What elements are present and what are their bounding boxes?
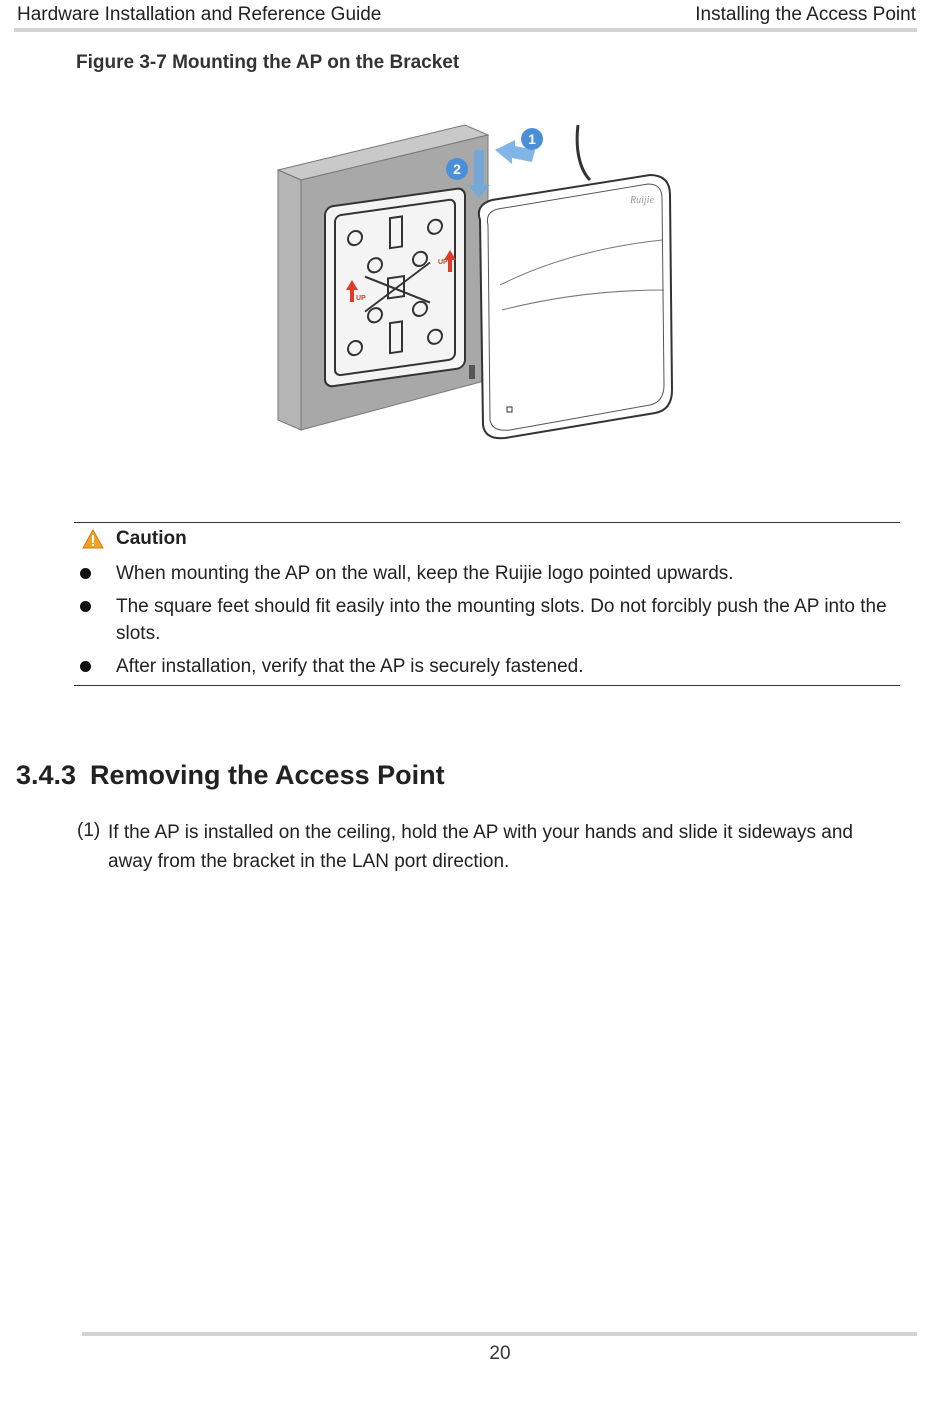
up-label-left: UP bbox=[356, 295, 366, 302]
svg-text:2: 2 bbox=[453, 161, 461, 177]
access-point bbox=[469, 175, 672, 438]
section-title: Removing the Access Point bbox=[90, 760, 445, 790]
header-right: Installing the Access Point bbox=[695, 4, 916, 25]
svg-text:1: 1 bbox=[528, 131, 536, 147]
header-rule bbox=[14, 28, 917, 32]
footer-rule bbox=[82, 1332, 917, 1336]
step-number: (1) bbox=[77, 820, 101, 841]
step-badge-1 bbox=[521, 128, 543, 150]
bullet-dot bbox=[80, 661, 91, 672]
caution-item: After installation, verify that the AP is securely fastened. bbox=[116, 656, 584, 677]
step-text: If the AP is installed on the ceiling, hold the AP with your hands and slide it sideways and away from the bracket in the LAN port direction. bbox=[108, 822, 853, 872]
brand-logo-text: Ruijie bbox=[630, 195, 654, 206]
bullet-dot bbox=[80, 568, 91, 579]
page-number: 20 bbox=[489, 1343, 511, 1364]
warning-triangle-icon bbox=[82, 529, 104, 549]
section-heading bbox=[16, 760, 445, 791]
header-left: Hardware Installation and Reference Guide bbox=[17, 4, 382, 25]
figure-caption: Figure 3-7 Mounting the AP on the Bracket bbox=[76, 52, 460, 73]
caution-item: The square feet should fit easily into the mounting slots. Do not forcibly push the AP into the slots. bbox=[116, 596, 887, 644]
mounting-bracket bbox=[325, 188, 465, 388]
mounting-figure bbox=[270, 120, 680, 450]
caution-title: Caution bbox=[116, 528, 187, 549]
caution-box bbox=[74, 522, 900, 686]
bullet-dot bbox=[80, 601, 91, 612]
step-badge-2 bbox=[446, 158, 468, 180]
section-number: 3.4.3 bbox=[16, 760, 77, 790]
up-label-right: UP bbox=[438, 259, 448, 266]
cable bbox=[577, 125, 590, 180]
caution-item: When mounting the AP on the wall, keep the Ruijie logo pointed upwards. bbox=[116, 563, 734, 584]
